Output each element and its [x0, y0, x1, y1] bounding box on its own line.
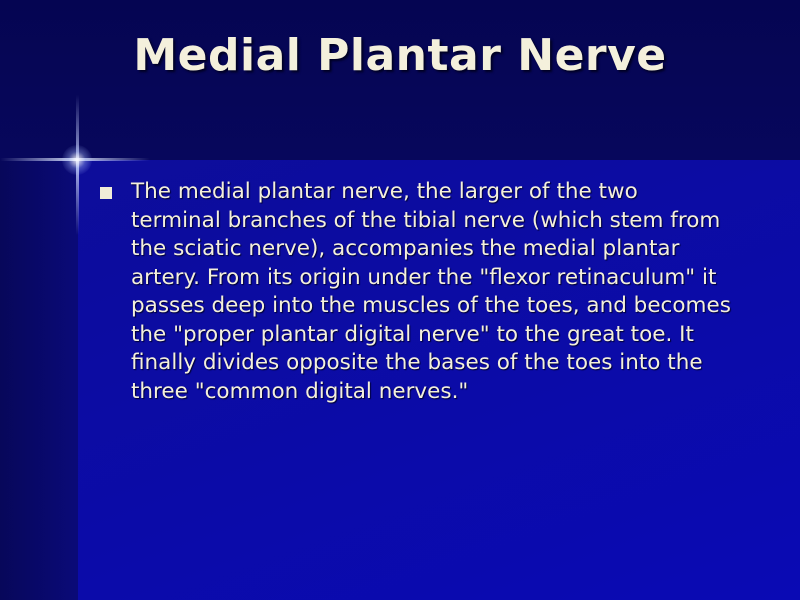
left-strip	[0, 160, 78, 600]
bullet-text: The medial plantar nerve, the larger of the two terminal branches of the tibial nerve (which stem from the sciatic nerve), accompanies the medial plantar artery. From its origin under the "flexor retinaculum" it passes deep into the muscles of the toes, and becomes the "proper plantar digital nerve" to the great toe. It finally divides opposite the bases of the toes into the three "common digital nerves."	[131, 179, 731, 404]
bullet-item	[100, 178, 740, 406]
sparkle-icon	[62, 145, 92, 175]
square-bullet-icon	[100, 187, 112, 199]
slide-title: Medial Plantar Nerve	[133, 30, 667, 81]
